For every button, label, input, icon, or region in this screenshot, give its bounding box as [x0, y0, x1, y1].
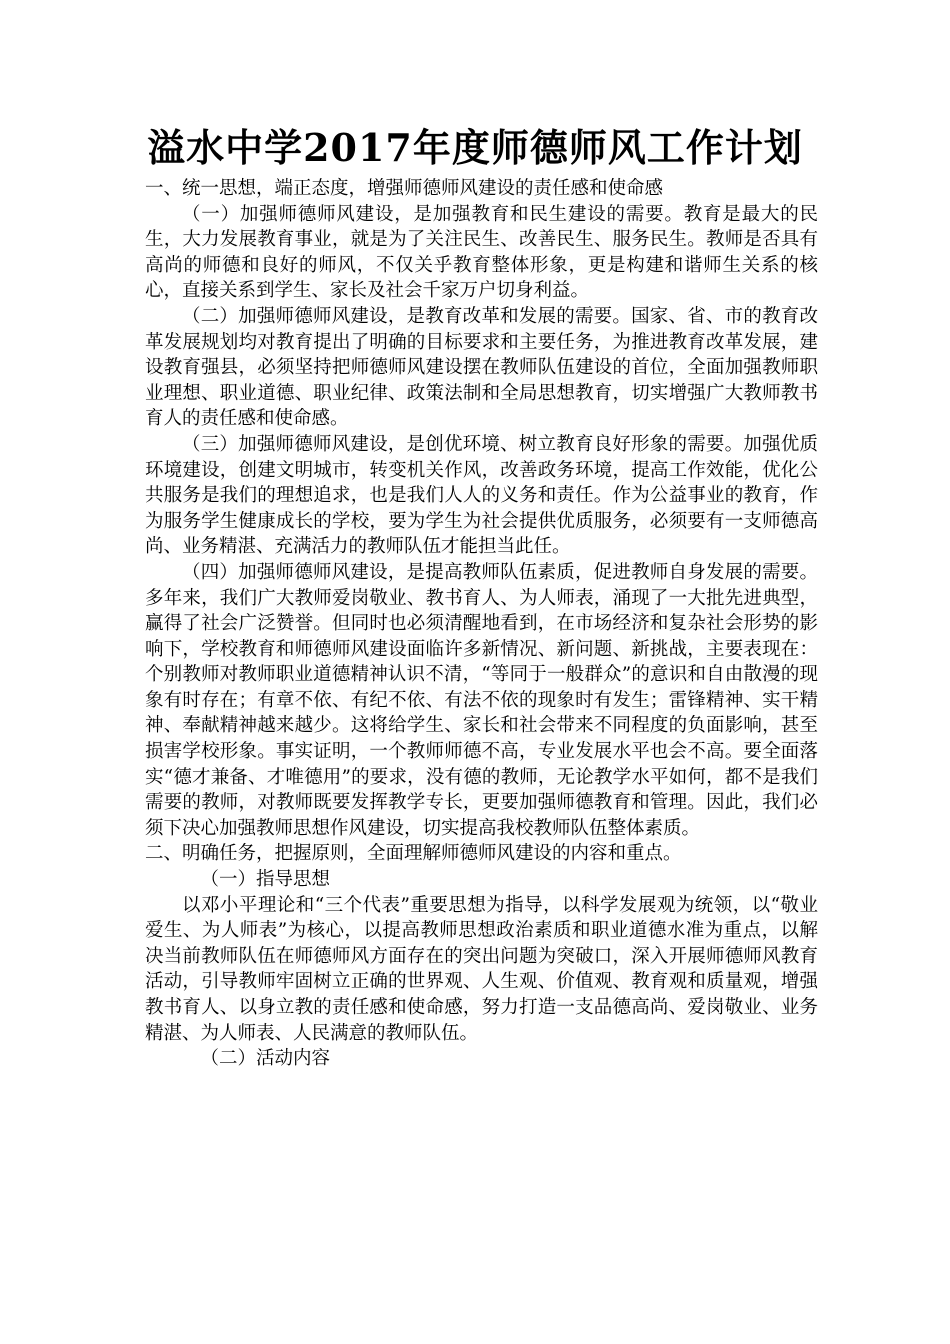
- body-paragraph: 以邓小平理论和“三个代表”重要思想为指导，以科学发展观为统领，以“敬业爱生、为人师表”为核心，以提高教师思想政治素质和职业道德水准为重点，以解决当前教师队伍在师德师风方面存在的突出问题为突破口，深入开展师德师风教育活动，引导教师牢固树立正确的世界观、人生观、价值观、教育观和质量观，增强教书育人、以身立教的责任感和使命感，努力打造一支品德高尚、爱岗敬业、业务精湛、为人师表、人民满意的教师队伍。: [145, 894, 818, 1044]
- section-heading: 二、明确任务，把握原则，全面理解师德师风建设的内容和重点。: [145, 843, 682, 865]
- document-title: 溢水中学2017年度师德师风工作计划: [147, 125, 803, 170]
- body-paragraph: （一）加强师德师风建设，是加强教育和民生建设的需要。教育是最大的民生，大力发展教育事业，就是为了关注民生、改善民生、服务民生。教师是否具有高尚的师德和良好的师风，不仅关乎教育整体形象，更是构建和谐师生关系的核心，直接关系到学生、家长及社会千家万户切身利益。: [145, 203, 818, 302]
- subsection-heading: （一）指导思想: [200, 869, 331, 891]
- body-paragraph: （二）加强师德师风建设，是教育改革和发展的需要。国家、省、市的教育改革发展规划均对教育提出了明确的目标要求和主要任务，为推进教育改革发展，建设教育强县，必须坚持把师德师风建设摆在教师队伍建设的首位，全面加强教师职业理想、职业道德、职业纪律、政策法制和全局思想教育，切实增强广大教师教书育人的责任感和使命感。: [145, 305, 818, 430]
- body-paragraph: （三）加强师德师风建设，是创优环境、树立教育良好形象的需要。加强优质环境建设，创建文明城市，转变机关作风，改善政务环境，提高工作效能，优化公共服务是我们的理想追求，也是我们人人的义务和责任。作为公益事业的教育，作为服务学生健康成长的学校，要为学生为社会提供优质服务，必须要有一支师德高尚、业务精湛、充满活力的教师队伍才能担当此任。: [145, 433, 818, 558]
- subsection-heading: （二）活动内容: [200, 1048, 331, 1070]
- body-paragraph: （四）加强师德师风建设，是提高教师队伍素质，促进教师自身发展的需要。多年来，我们广大教师爱岗敬业、教书育人、为人师表，涌现了一大批先进典型，赢得了社会广泛赞誉。但同时也必须清醒地看到，在市场经济和复杂社会形势的影响下，学校教育和师德师风建设面临许多新情况、新问题、新挑战，主要表现在：个别教师对教师职业道德精神认识不清，“等同于一般群众”的意识和自由散漫的现象有时存在；有章不依、有纪不依、有法不依的现象时有发生；雷锋精神、实干精神、奉献精神越来越少。这将给学生、家长和社会带来不同程度的负面影响，甚至损害学校形象。事实证明，一个教师师德不高，专业发展水平也会不高。要全面落实“德才兼备、才唯德用”的要求，没有德的教师，无论教学水平如何，都不是我们需要的教师，对教师既要发挥教学专长，更要加强师德教育和管理。因此，我们必须下决心加强教师思想作风建设，切实提高我校教师队伍整体素质。: [145, 561, 818, 839]
- section-heading: 一、统一思想，端正态度，增强师德师风建设的责任感和使命感: [145, 178, 664, 199]
- document-body: [145, 176, 818, 1072]
